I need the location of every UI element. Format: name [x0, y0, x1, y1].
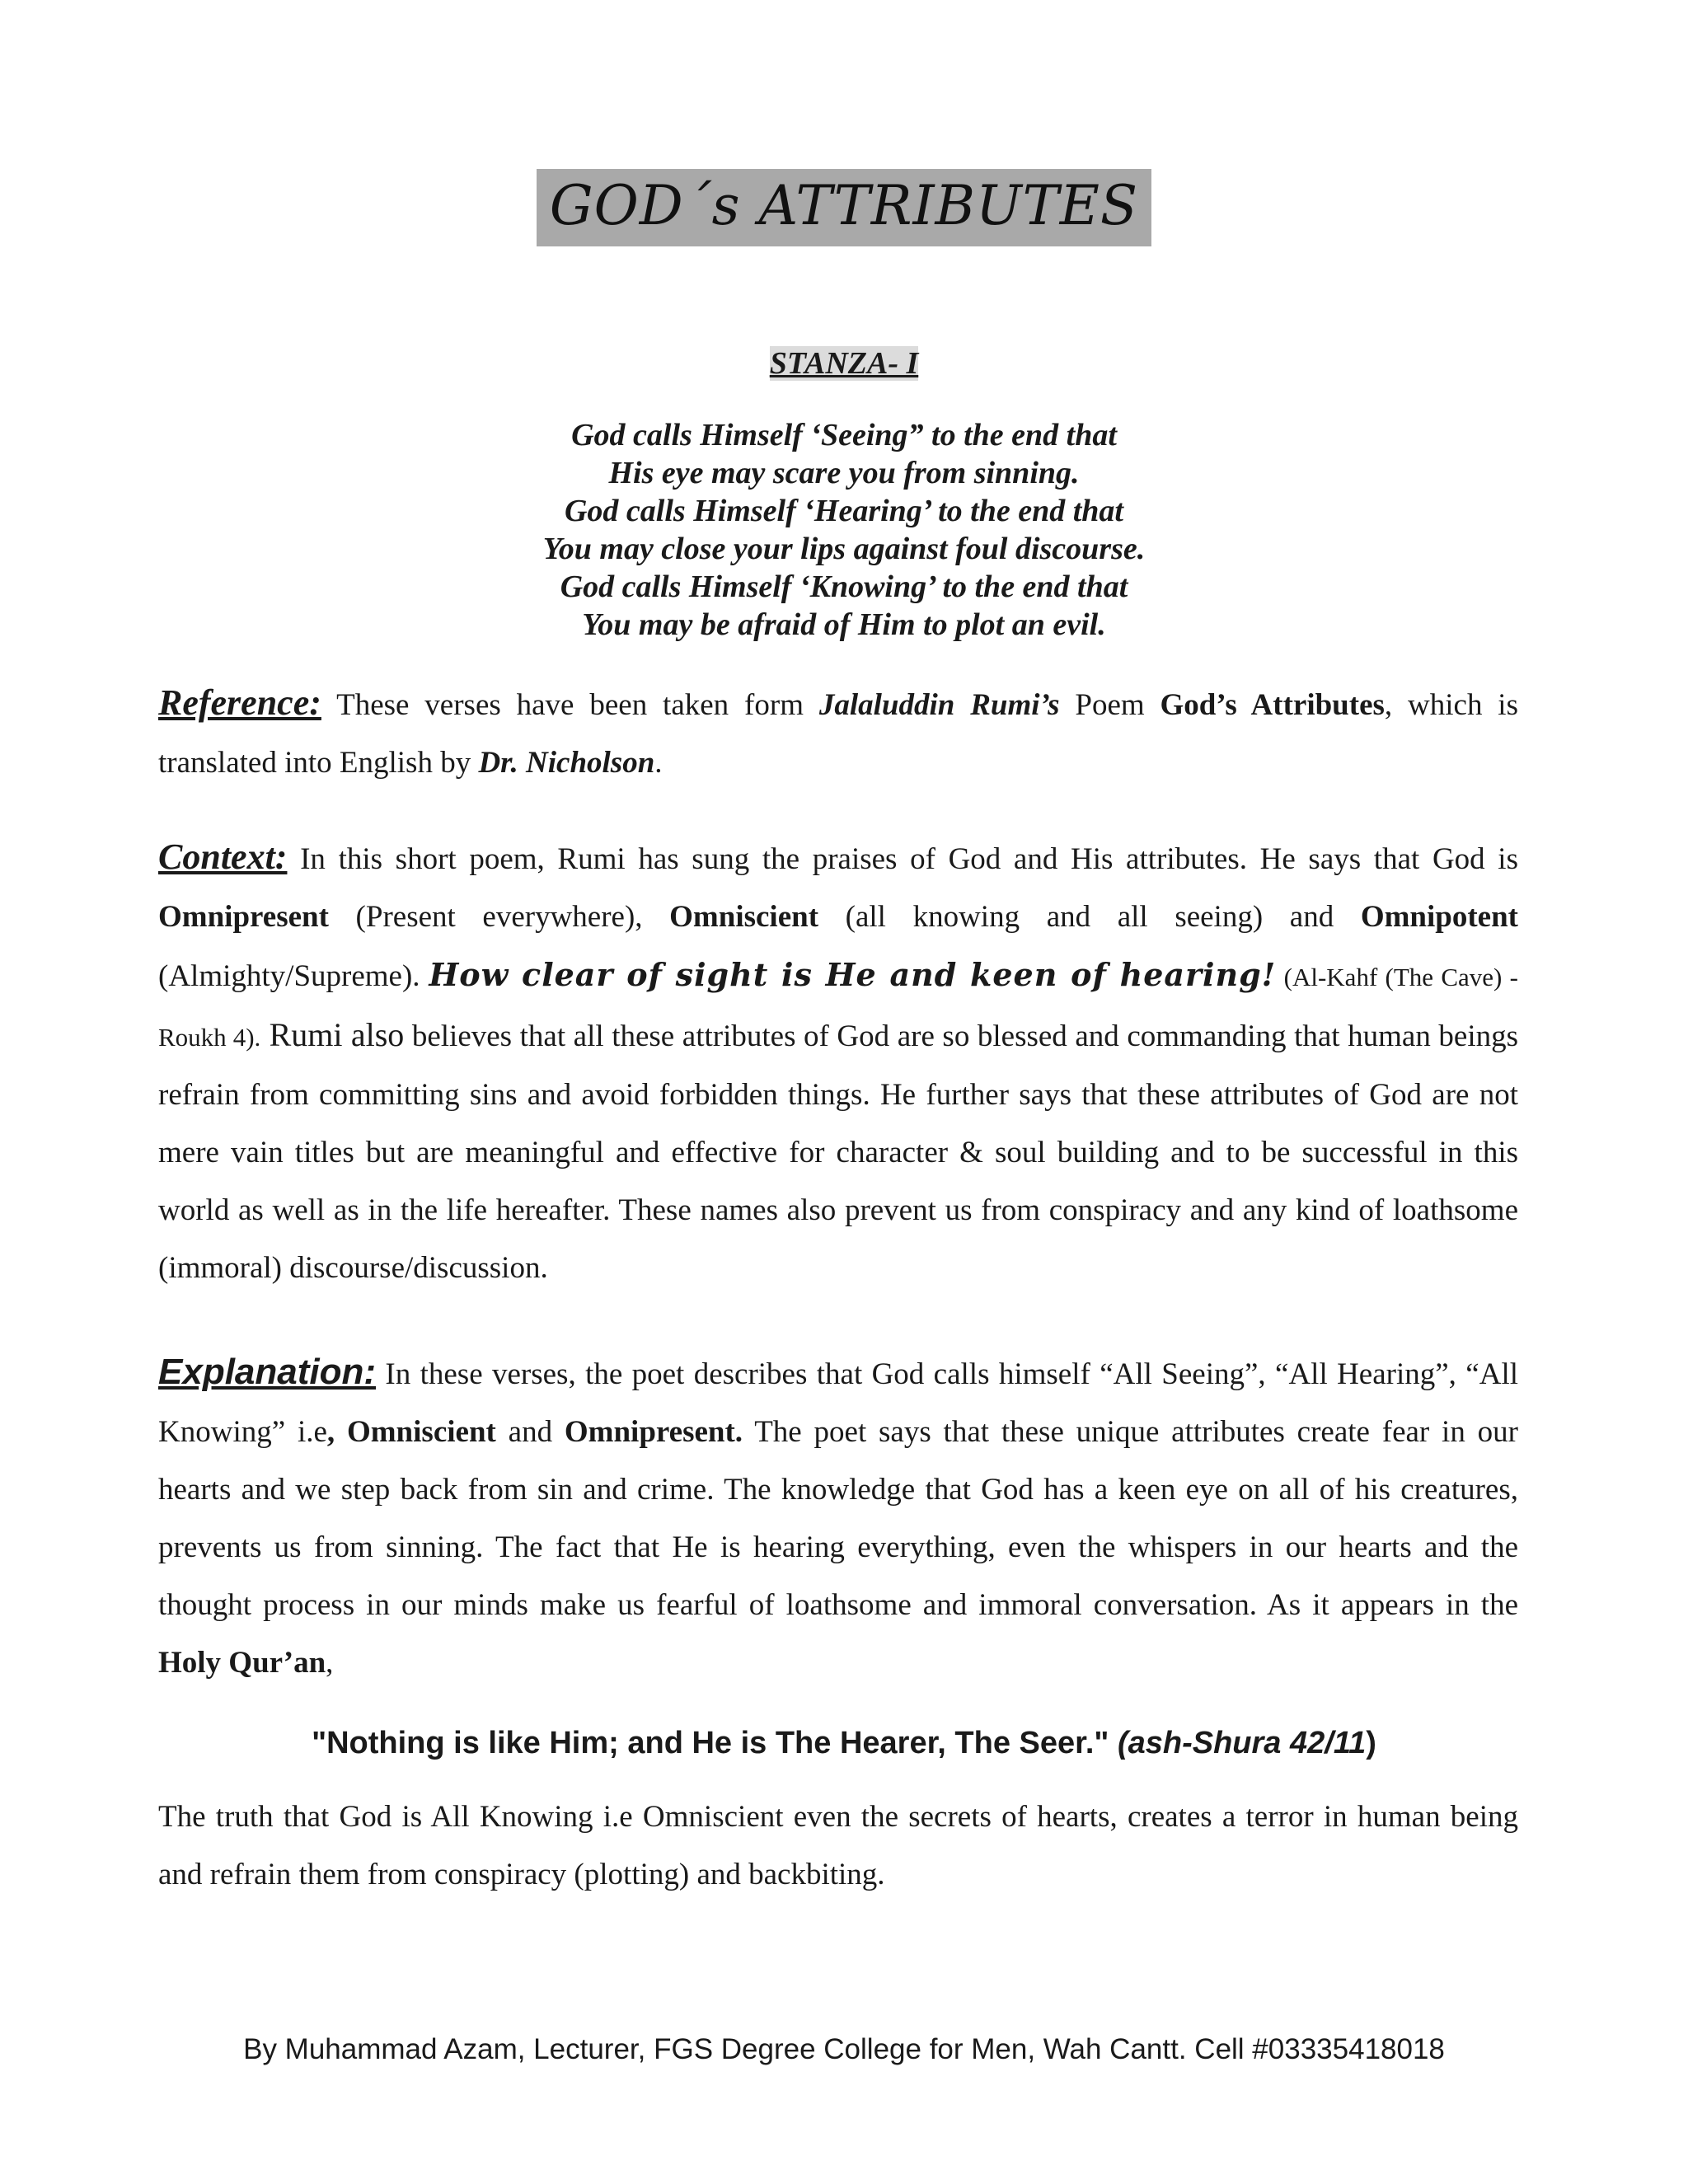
context-text: (Present everywhere),: [328, 900, 670, 934]
context-text: In this short poem, Rumi has sung the praises of God and His attributes. He says that God is: [287, 842, 1518, 876]
verse-line: God calls Himself ‘Seeing” to the end that: [571, 418, 1117, 452]
poem-title: God’s Attributes: [1160, 688, 1385, 722]
holy-quran: Holy Qur’an: [158, 1646, 326, 1680]
reference-label: Reference:: [158, 682, 321, 723]
stanza-heading: [0, 344, 1688, 382]
quran-quote: [0, 1722, 1688, 1764]
verse-line: You may close your lips against foul discourse.: [542, 532, 1146, 566]
explanation-label: Explanation:: [158, 1352, 377, 1392]
reference-text: Poem: [1059, 688, 1160, 722]
term-omnipotent: Omnipotent: [1360, 900, 1518, 934]
context-text: (all knowing and all seeing) and: [818, 900, 1361, 934]
term-omnipresent: Omnipresent.: [564, 1415, 743, 1449]
stanza-heading-text: STANZA- I: [769, 346, 919, 381]
explanation-text: and: [495, 1415, 565, 1449]
reference-text: , which is translated into English by: [158, 688, 1518, 780]
quote-text: "Nothing is like Him; and He is The Hearer, The Seer.": [312, 1726, 1118, 1760]
truth-paragraph: [158, 1788, 1518, 1904]
verse-line: God calls Himself ‘Hearing’ to the end that: [564, 494, 1123, 528]
poet-name: Jalaluddin Rumi’s: [818, 688, 1060, 722]
verse-line: His eye may scare you from sinning.: [608, 456, 1080, 490]
quran-citation: (Al-Kahf (The Cave) - Roukh 4).: [158, 963, 1518, 1052]
term-omniscient: Omniscient: [669, 900, 819, 934]
page-title: GOD´s ATTRIBUTES: [537, 169, 1151, 246]
context-text: believes that all these attributes of God are so blessed and commanding that human beings refrain from committing sins and avoid forbidden things. He further says that these attributes of God are not mere vain titles but are meaningful and effective for character & soul building and to be successful in this world as well as in the life hereafter. These names also prevent us from conspiracy and any kind of loathsome (immoral) discourse/discussion.: [158, 1019, 1518, 1285]
explanation-text: In these verses, the poet describes that God calls himself “All Seeing”, “All Hearing”, “All Knowing” i.e: [158, 1357, 1518, 1449]
script-quote: How clear of sight is He and keen of hearing!: [429, 956, 1277, 993]
title-container: [0, 169, 1688, 246]
term-omnipresent: Omnipresent: [158, 900, 329, 934]
explanation-text: ,: [326, 1646, 334, 1680]
verse-line: You may be afraid of Him to plot an evil.: [582, 607, 1106, 642]
quote-source: (ash-Shura 42/11: [1117, 1726, 1367, 1760]
reference-text: These verses have been taken form: [321, 688, 819, 722]
context-text-large: Rumi also: [260, 1016, 405, 1053]
context-text: (Almighty/Supreme).: [158, 959, 429, 993]
quote-close: ): [1366, 1726, 1376, 1760]
explanation-paragraph: [158, 1343, 1518, 1692]
context-paragraph: [158, 828, 1518, 1297]
explanation-text: The poet says that these unique attributes create fear in our hearts and we step back from sin and crime. The knowledge that God has a keen eye on all of his creatures, prevents us from sinning. The fact that He is hearing everything, even the whispers in our hearts and the thought process in our minds make us fearful of loathsome and immoral conversation. As it appears in the: [158, 1415, 1518, 1622]
stanza-verses: [0, 416, 1688, 644]
term-omniscient: , Omniscient: [326, 1415, 496, 1449]
translator-name: Dr. Nicholson: [478, 746, 655, 780]
verse-line: God calls Himself ‘Knowing’ to the end that: [560, 569, 1128, 604]
truth-text: The truth that God is All Knowing i.e Omniscient even the secrets of hearts, creates a terror in human being and refrain them from conspiracy (plotting) and backbiting.: [158, 1800, 1518, 1891]
page-footer: By Muhammad Azam, Lecturer, FGS Degree College for Men, Wah Cantt. Cell #03335418018: [243, 2033, 1445, 2065]
reference-paragraph: [158, 674, 1518, 792]
reference-text: .: [654, 746, 663, 780]
context-label: Context:: [158, 837, 288, 877]
